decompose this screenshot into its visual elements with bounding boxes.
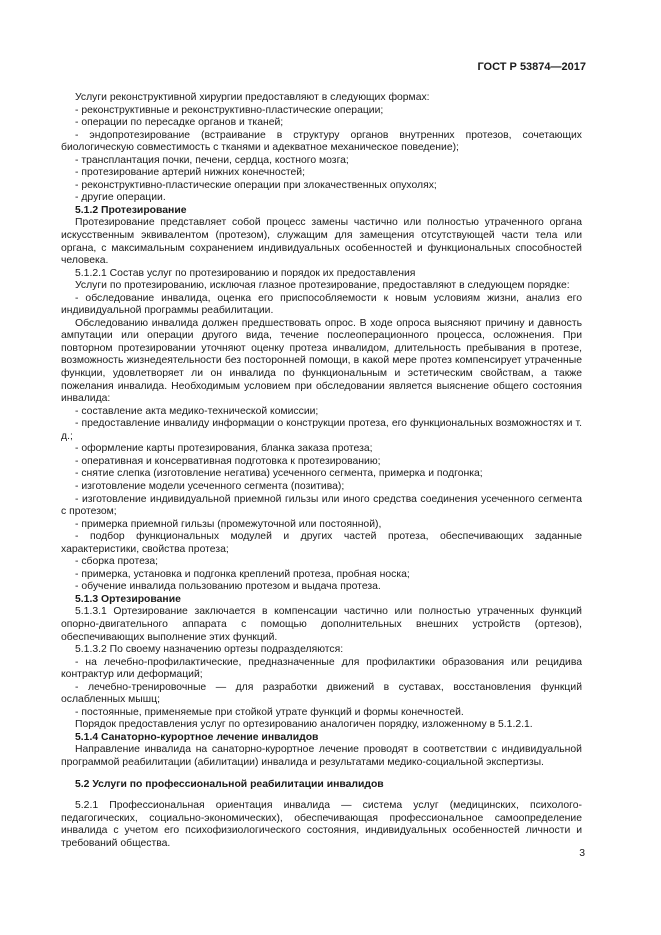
paragraph: - другие операции.: [75, 192, 166, 204]
paragraph: - предоставление инвалиду информации о конструкции протеза, его функциональных возможностях и т. д.;: [61, 418, 582, 442]
paragraph: - сборка протеза;: [75, 556, 159, 568]
paragraph: 5.1.3.2 По своему назначению ортезы подразделяются:: [75, 644, 344, 656]
paragraph: Протезирование представляет собой процесс замены частично или полностью утраченного органа искусственным эквивалентом (протезом), служащим для замещения отсутствующей части тела или органа, с максимальным сохранением индивидуальных особенностей и функциональных способностей человека.: [61, 217, 582, 267]
paragraph: Услуги по протезированию, исключая глазное протезирование, предоставляют в следующем порядке:: [75, 280, 570, 292]
paragraph: - оформление карты протезирования, бланка заказа протеза;: [75, 443, 373, 455]
paragraph: 5.1.3.1 Ортезирование заключается в компенсации частично или полностью утраченных функций опорно-двигательного аппарата с помощью дополнительных внешних устройств (ортезов), обеспечивающих выполнение этих функций.: [61, 606, 582, 643]
section-heading: 5.1.2 Протезирование: [75, 204, 187, 216]
section-heading: 5.1.4 Санаторно-курортное лечение инвалидов: [75, 731, 319, 743]
paragraph: - реконструктивные и реконструктивно-пластические операции;: [75, 104, 384, 116]
paragraph: - обучение инвалида пользованию протезом и выдача протеза.: [75, 581, 381, 593]
paragraph: - эндопротезирование (встраивание в структуру органов внутренних протезов, сочетающих биологическую совместимость с тканями и адекватное механическое поведение);: [61, 129, 582, 154]
paragraph: - подбор функциональных модулей и других частей протеза, обеспечивающих заданные характеристики, свойства протеза;: [61, 531, 582, 555]
section-heading: 5.2 Услуги по профессиональной реабилитации инвалидов: [75, 778, 384, 790]
document-id-header: ГОСТ Р 53874—2017: [477, 61, 586, 73]
paragraph: - составление акта медико-технической комиссии;: [75, 405, 319, 417]
paragraph: - лечебно-тренировочные — для разработки движений в суставах, восстановления функций ослабленных мышц;: [61, 681, 582, 706]
paragraph: - на лечебно-профилактические, предназначенные для профилактики образования или рецидива контрактур или деформаций;: [61, 656, 582, 681]
paragraph: - изготовление модели усеченного сегмента (позитива);: [75, 480, 345, 492]
paragraph: Порядок предоставления услуг по ортезированию аналогичен порядку, изложенному в 5.1.2.1.: [75, 719, 533, 731]
paragraph: - постоянные, применяемые при стойкой утрате функций и формы конечностей.: [75, 706, 464, 718]
paragraph: - примерка, установка и подгонка креплений протеза, пробная носка;: [75, 568, 410, 580]
paragraph: - трансплантация почки, печени, сердца, костного мозга;: [75, 154, 349, 166]
paragraph: - снятие слепка (изготовление негатива) усеченного сегмента, примерка и подгонка;: [75, 468, 483, 480]
paragraph: - обследование инвалида, оценка его приспособляемости к новым условиям жизни, анализ его индивидуальной программы реабилитации.: [61, 292, 582, 317]
paragraph: 5.2.1 Профессиональная ориентация инвалида — система услуг (медицинских, психолого-педагогических, социально-экономических), обеспечивающая профессиональное самоопределение инвалида с учетом его психофизиологического состояния, индивидуальных особенностей личности и требований общества.: [61, 800, 582, 849]
paragraph: - примерка приемной гильзы (промежуточной или постоянной),: [75, 518, 382, 530]
paragraph: 5.1.2.1 Состав услуг по протезированию и порядок их предоставления: [75, 267, 416, 279]
paragraph: - оперативная и консервативная подготовка к протезированию;: [75, 455, 381, 467]
page-number: 3: [579, 848, 585, 859]
paragraph: Обследованию инвалида должен предшествовать опрос. В ходе опроса выясняют причину и давность ампутации или операции другого вида, течение послеоперационного процесса, осложнения. При повторном протезировании уточняют оценку протеза инвалидом, длительность пребывания в протезе, возможность жизнедеятельности без посторонней помощи, в какой мере протез компенсирует утраченные функции, удовлетворяет ли он инвалида по функциональным и эстетическим свойствам, а также пожелания инвалида. Необходимым условием при обследовании является выяснение общего состояния инвалида:: [61, 317, 582, 405]
paragraph: - операции по пересадке органов и тканей;: [75, 117, 284, 129]
paragraph: Услуги реконструктивной хирургии предоставляют в следующих формах:: [75, 92, 430, 103]
paragraph: Направление инвалида на санаторно-курортное лечение проводят в соответствии с индивидуальной программой реабилитации (абилитации) инвалида и результатами медико-социальной экспертизы.: [61, 744, 582, 768]
section-heading: 5.1.3 Ортезирование: [75, 593, 181, 605]
paragraph: - реконструктивно-пластические операции при злокачественных опухолях;: [75, 179, 437, 191]
paragraph: - изготовление индивидуальной приемной гильзы или иного средства соединения усеченного сегмента с протезом;: [61, 493, 582, 518]
paragraph: - протезирование артерий нижних конечностей;: [75, 167, 306, 179]
page-body: [61, 92, 582, 850]
